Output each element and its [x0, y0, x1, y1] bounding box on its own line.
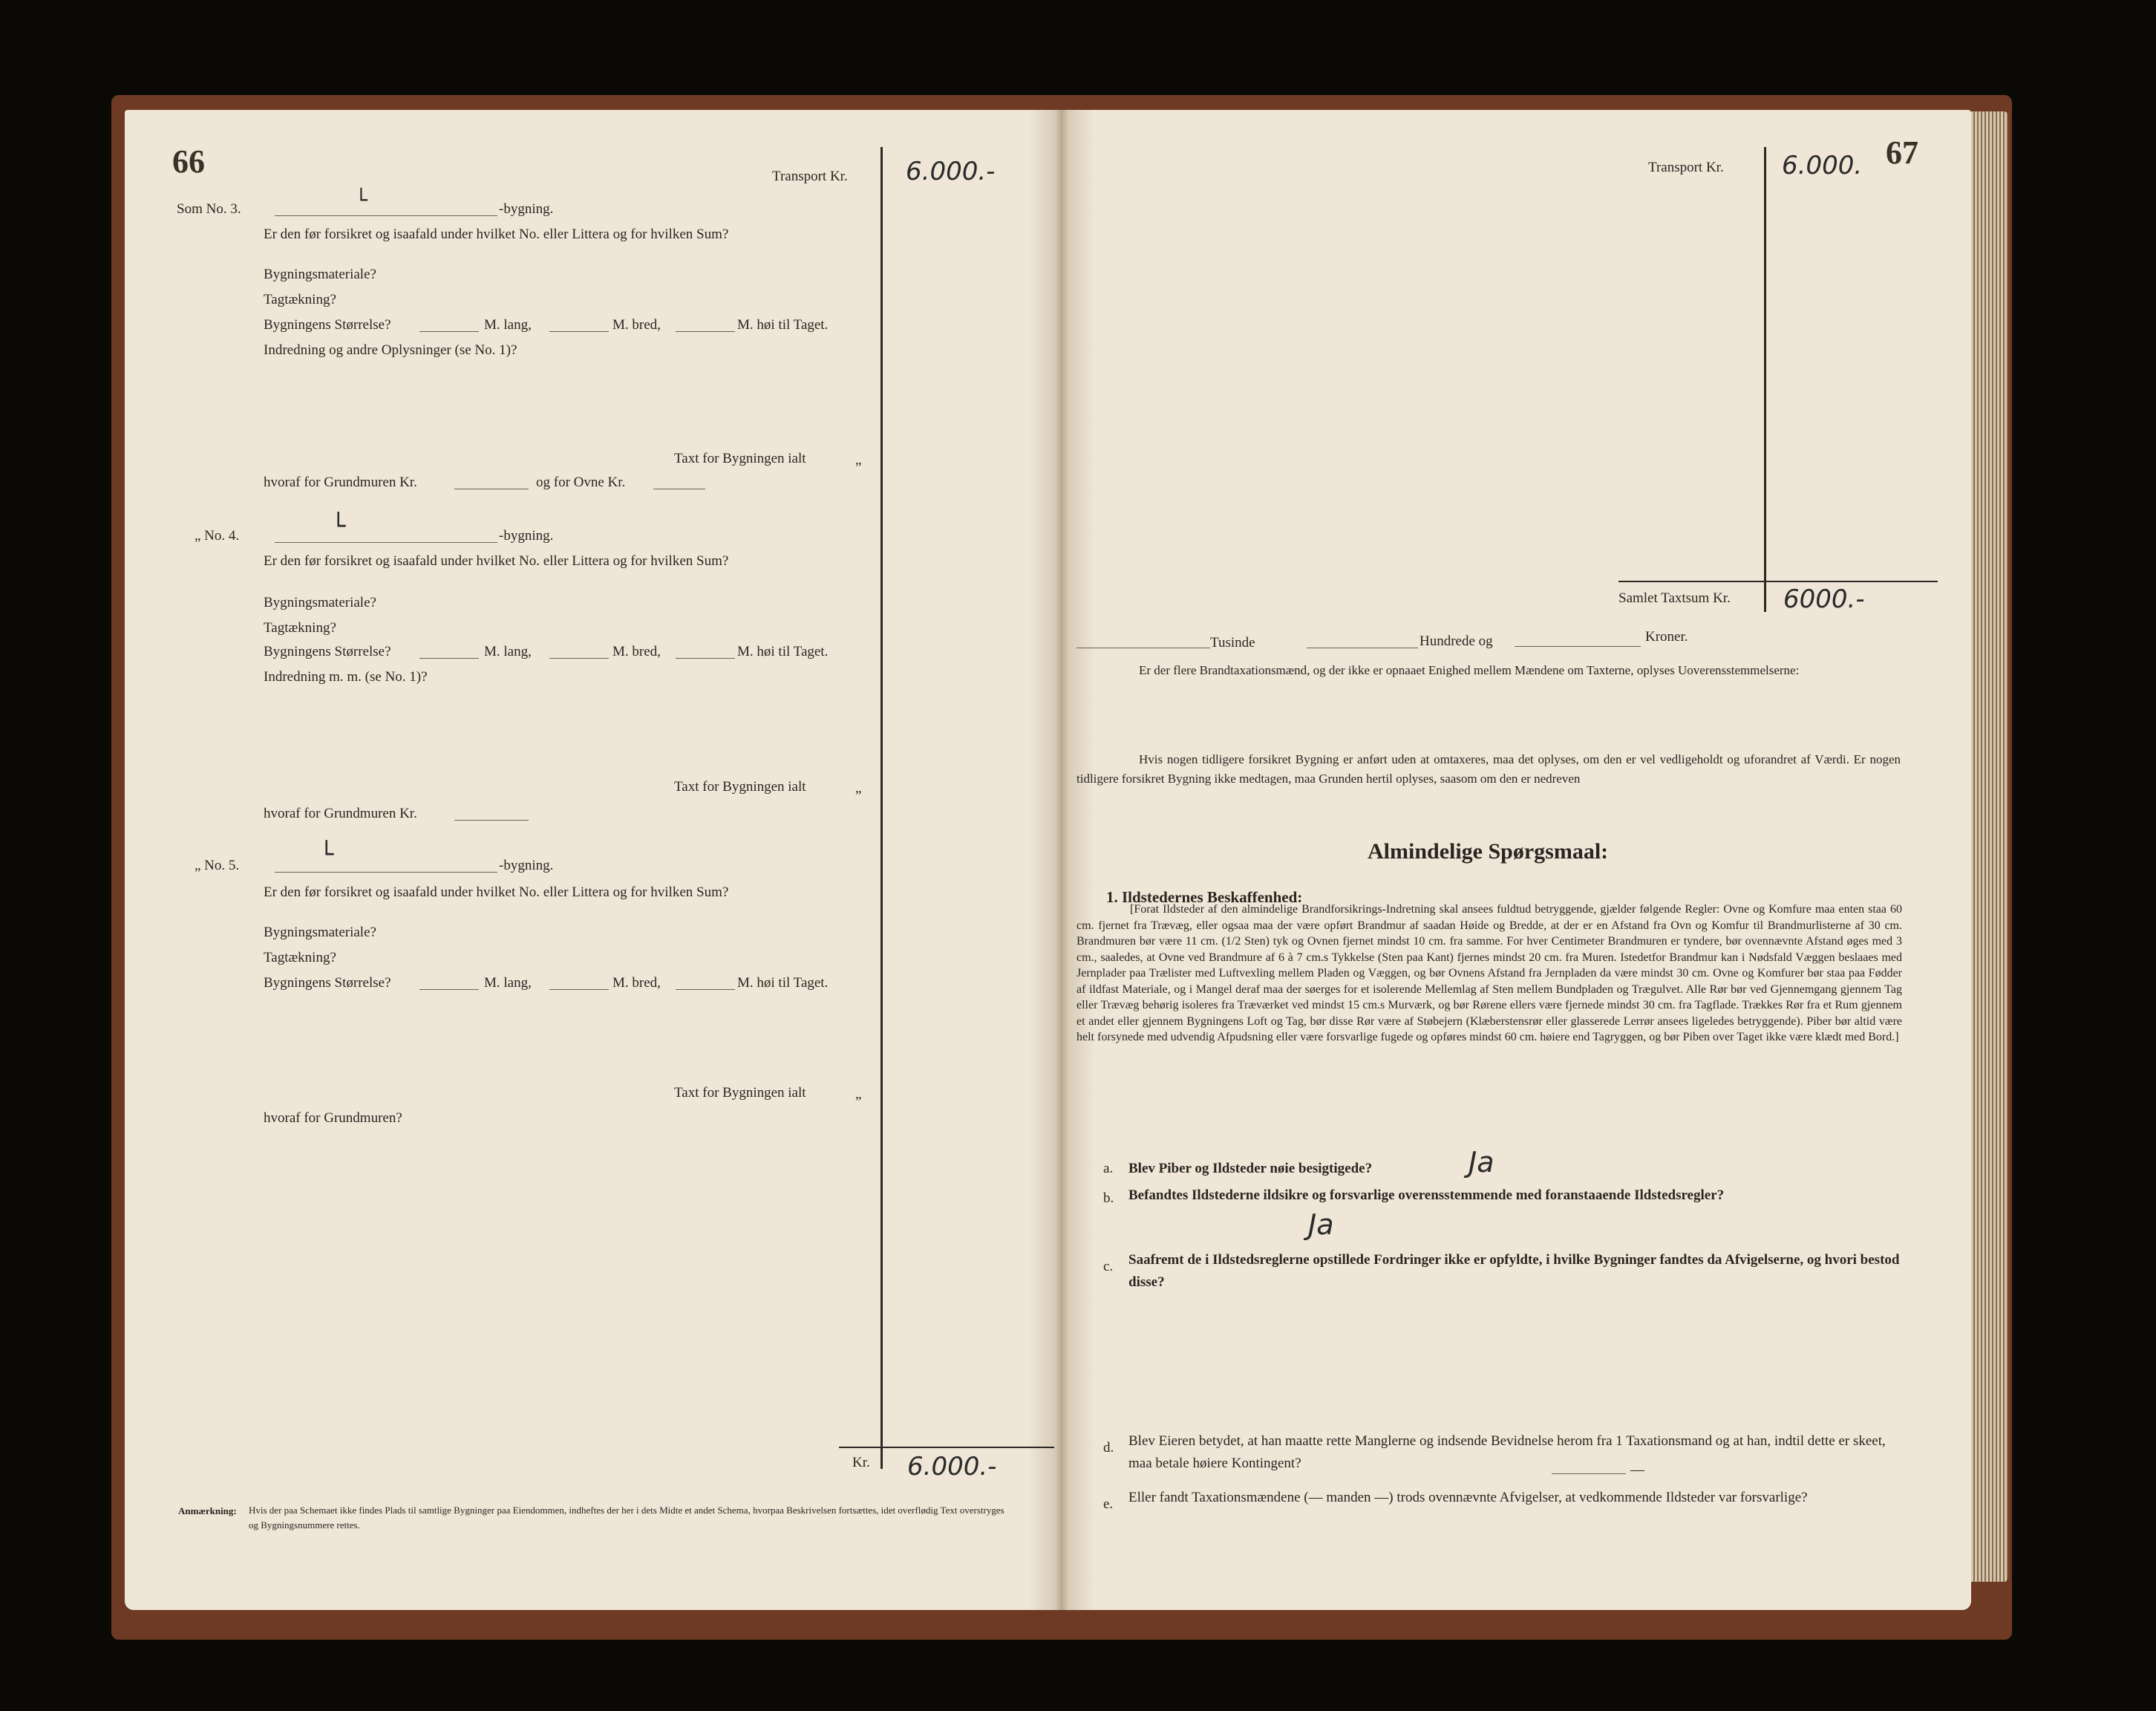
- building-3-material: Bygningsmateriale?: [264, 267, 376, 282]
- building-4-material: Bygningsmateriale?: [264, 595, 376, 610]
- building-3-ovens: og for Ovne Kr.: [536, 475, 626, 490]
- book-spine: [1028, 110, 1095, 1610]
- question-a-label: a.: [1103, 1161, 1114, 1176]
- building-5-material: Bygningsmateriale?: [264, 925, 376, 940]
- building-3-length-field: [419, 331, 479, 332]
- building-3-width-field: [549, 331, 609, 332]
- building-5-width-unit: M. bred,: [612, 975, 661, 991]
- building-4-height-unit: M. høi til Taget.: [737, 644, 829, 659]
- question-a-answer: Ja: [1469, 1146, 1494, 1179]
- page-edges: [1971, 111, 2008, 1582]
- building-3-roofing: Tagtækning?: [264, 292, 336, 307]
- building-5-label: „ No. 5.: [195, 858, 240, 873]
- samlet-taxtsum-label: Samlet Taxtsum Kr.: [1618, 590, 1731, 606]
- building-3-type-field: [275, 215, 497, 216]
- tidligere-bygning-text: Hvis nogen tidligere forsikret Bygning er anført uden at omtaxeres, maa det oplyses, om den er vel vedligeholdt og uforandret af Værdi. Er nogen tidligere forsikret Bygning ikke medtagen, maa Grunden hertil oplyses, saasom om den er nedreven: [1077, 752, 1901, 786]
- question-e-label: e.: [1103, 1496, 1114, 1512]
- building-5-type-field: [275, 872, 497, 873]
- building-3-handwritten-mark: └: [355, 188, 368, 212]
- question-c-text: Saafremt de i Ildstedsreglerne opstillede Fordringer ikke er opfyldte, i hvilke Bygninger fandtes da Afvigelserne, og hvori bestod disse?: [1128, 1252, 1900, 1290]
- building-5-taxt-ditto: „: [855, 1086, 862, 1102]
- building-3-label: Som No. 3.: [177, 201, 241, 217]
- building-4-length-field: [419, 658, 479, 659]
- building-3-prior-question: Er den før forsikret og isaafald under hvilket No. eller Littera og for hvilken Sum?: [264, 226, 729, 242]
- building-4-prior-question: Er den før forsikret og isaafald under hvilket No. eller Littera og for hvilken Sum?: [264, 553, 729, 569]
- building-5-roofing: Tagtækning?: [264, 950, 336, 965]
- building-5-prior-question: Er den før forsikret og isaafald under hvilket No. eller Littera og for hvilken Sum?: [264, 884, 729, 900]
- flere-taxationsmaend-text: Er der flere Brandtaxationsmænd, og der ikke er opnaaet Enighed mellem Mændene om Taxterne, oplyses Uoverensstemmelserne:: [1139, 663, 1800, 677]
- question-a-text: Blev Piber og Ildsteder nøie besigtigede?: [1128, 1161, 1373, 1176]
- section-1-heading: 1. Ildstedernes Beskaffenhed:: [1106, 888, 1303, 906]
- question-d-text: Blev Eieren betydet, at han maatte rette Manglerne og indsende Bevidnelse herom fra 1 Taxationsmand og at han, indtil dette er skeet, maa betale høiere Kontingent?: [1128, 1433, 1886, 1471]
- building-5-width-field: [549, 989, 609, 990]
- building-5-size: Bygningens Størrelse?: [264, 975, 391, 991]
- left-amount-column-line: [881, 147, 883, 1469]
- building-4-size: Bygningens Størrelse?: [264, 644, 391, 659]
- building-3-width-unit: M. bred,: [612, 317, 661, 333]
- building-3-taxt-ditto: „: [855, 452, 862, 468]
- building-3-length-unit: M. lang,: [484, 317, 532, 333]
- kroner-label: Kroner.: [1645, 629, 1688, 645]
- building-5-handwritten-mark: └: [319, 840, 334, 868]
- note-label: Anmærkning:: [178, 1505, 237, 1516]
- question-d-dash: —: [1630, 1462, 1644, 1478]
- tusinde-label: Tusinde: [1210, 635, 1255, 651]
- building-5-height-unit: M. høi til Taget.: [737, 975, 829, 991]
- question-b-label: b.: [1103, 1190, 1114, 1206]
- building-5-length-field: [419, 989, 479, 990]
- building-3-foundation: hvoraf for Grundmuren Kr.: [264, 475, 417, 490]
- building-3-size: Bygningens Størrelse?: [264, 317, 391, 333]
- left-transport-amount: 6.000.-: [906, 157, 996, 186]
- fireplace-rules-text: [Forat Ildsteder af den almindelige Brandforsikrings-Indretning skal ansees fuldtud betryggende, gjælder følgende Regler: Ovne og Komfure maa enten staa 60 cm. fjernet fra Trævæg, eller ogsaa maa der være opført Brandmur af saadan Høide og Bredde, at der er en Afstand fra Ovn og Komfur til Brandmurlisterne af 30 cm. Brandmuren bør være 11 cm. (1/2 Sten) tyk og Ovnen fjernet mindst 10 cm. fra samme. For hver Centimeter Brandmuren er tyndere, bør ovennævnte Afstand øges med 3 cm., saaledes, at Ovne ved Brandmure af 6 à 7 cm.s Tykkelse (Sten paa Kant) fjernes mindst 20 cm. fra Muren. Istedetfor Brandmur kan i Nødsfald Væggen beslaaes med Jernplader paa Trælister med Luftvexling mellem Pladen og Væggen, og bør Ovnens Afstand fra Jernpladen da være mindst 30 cm. Ovne og Komfurer bør staa paa Fødder af ildfast Materiale, og i Mangel deraf maa der søerges for et isolerende Mellemlag af Sten mellem Bundpladen og Trægulvet. Alle Rør bør ved Gjennemgang gjennem Tag eller Trævæg behørig isoleres fra Træværket ved mindst 15 cm.s Murværk, og bør Rørene ellers være fjernede mindst 30 cm. fra Tagflade. Trækkes Rør fra et Rum gjennem et andet eller gjennem Bygningens Loft og Tag, bør disse Rør være af Støbejern (Klæberstensrør eller glasserede Lerrør ansees ligeledes betryggende). Piber bør altid være helt forsynede med udvendig Afpudsning eller være forsvarlige fugede og opføres mindst 60 cm. høiere end Tagryggen, og bør Piben over Taget ikke være klædt med Bord.]: [1077, 903, 1902, 1043]
- building-4-bygning: -bygning.: [499, 528, 554, 544]
- building-5-taxt: Taxt for Bygningen ialt: [674, 1085, 806, 1101]
- question-b-answer: Ja: [1308, 1208, 1334, 1241]
- building-5-length-unit: M. lang,: [484, 975, 532, 991]
- right-samlet-rule: [1618, 581, 1938, 582]
- question-e-text: Eller fandt Taxationsmændene (— manden —) trods ovennævnte Afvigelser, at vedkommende Ildsteder var forsvarlige?: [1128, 1490, 1808, 1505]
- building-4-handwritten-mark: └: [331, 512, 346, 540]
- left-page: [125, 110, 1062, 1610]
- question-d-label: d.: [1103, 1440, 1114, 1456]
- building-4-width-field: [549, 658, 609, 659]
- building-5-height-field: [676, 989, 735, 990]
- right-transport-label: Transport Kr.: [1648, 160, 1724, 175]
- building-3-height-unit: M. høi til Taget.: [737, 317, 829, 333]
- left-page-number: 66: [172, 143, 205, 180]
- building-4-width-unit: M. bred,: [612, 644, 661, 659]
- building-3-height-field: [676, 331, 735, 332]
- note-text: Hvis der paa Schemaet ikke findes Plads til samtlige Bygninger paa Eiendommen, indheftes der her i dets Midte et andet Schema, hvorpaa Beskrivelsen fortsættes, idet overflødig Text overstryges og Bygningsnummere rettes.: [249, 1505, 1004, 1531]
- building-4-roofing: Tagtækning?: [264, 620, 336, 636]
- building-4-taxt: Taxt for Bygningen ialt: [674, 779, 806, 795]
- building-4-foundation: hvoraf for Grundmuren Kr.: [264, 806, 417, 821]
- hundrede-label: Hundrede og: [1420, 633, 1493, 649]
- right-amount-column-line: [1764, 147, 1766, 612]
- kroner-field: [1515, 646, 1641, 647]
- building-4-foundation-field: [454, 820, 529, 821]
- question-d-answer-field: [1552, 1473, 1626, 1474]
- left-total-kr: Kr.: [852, 1455, 870, 1470]
- building-5-bygning: -bygning.: [499, 858, 554, 873]
- building-4-height-field: [676, 658, 735, 659]
- building-4-length-unit: M. lang,: [484, 644, 532, 659]
- left-total-amount: 6.000.-: [907, 1452, 997, 1482]
- right-transport-amount: 6.000.: [1782, 151, 1863, 180]
- right-page-number: 67: [1886, 134, 1918, 171]
- building-4-taxt-ditto: „: [855, 780, 862, 796]
- building-4-type-field: [275, 542, 497, 543]
- question-b-text: Befandtes Ildstederne ildsikre og forsvarlige overensstemmende med foranstaaende Ildstedsregler?: [1128, 1187, 1725, 1203]
- general-questions-heading: Almindelige Spørgsmaal:: [1368, 839, 1609, 864]
- left-total-rule: [839, 1447, 1054, 1448]
- building-3-bygning: -bygning.: [499, 201, 554, 217]
- left-transport-label: Transport Kr.: [772, 169, 848, 184]
- question-c-label: c.: [1103, 1259, 1114, 1274]
- samlet-taxtsum-amount: 6000.-: [1783, 584, 1865, 614]
- building-4-interior: Indredning m. m. (se No. 1)?: [264, 669, 428, 685]
- building-3-taxt: Taxt for Bygningen ialt: [674, 451, 806, 466]
- building-4-label: „ No. 4.: [195, 528, 240, 544]
- building-3-interior: Indredning og andre Oplysninger (se No. 1)?: [264, 342, 517, 358]
- building-5-foundation-question: hvoraf for Grundmuren?: [264, 1110, 402, 1126]
